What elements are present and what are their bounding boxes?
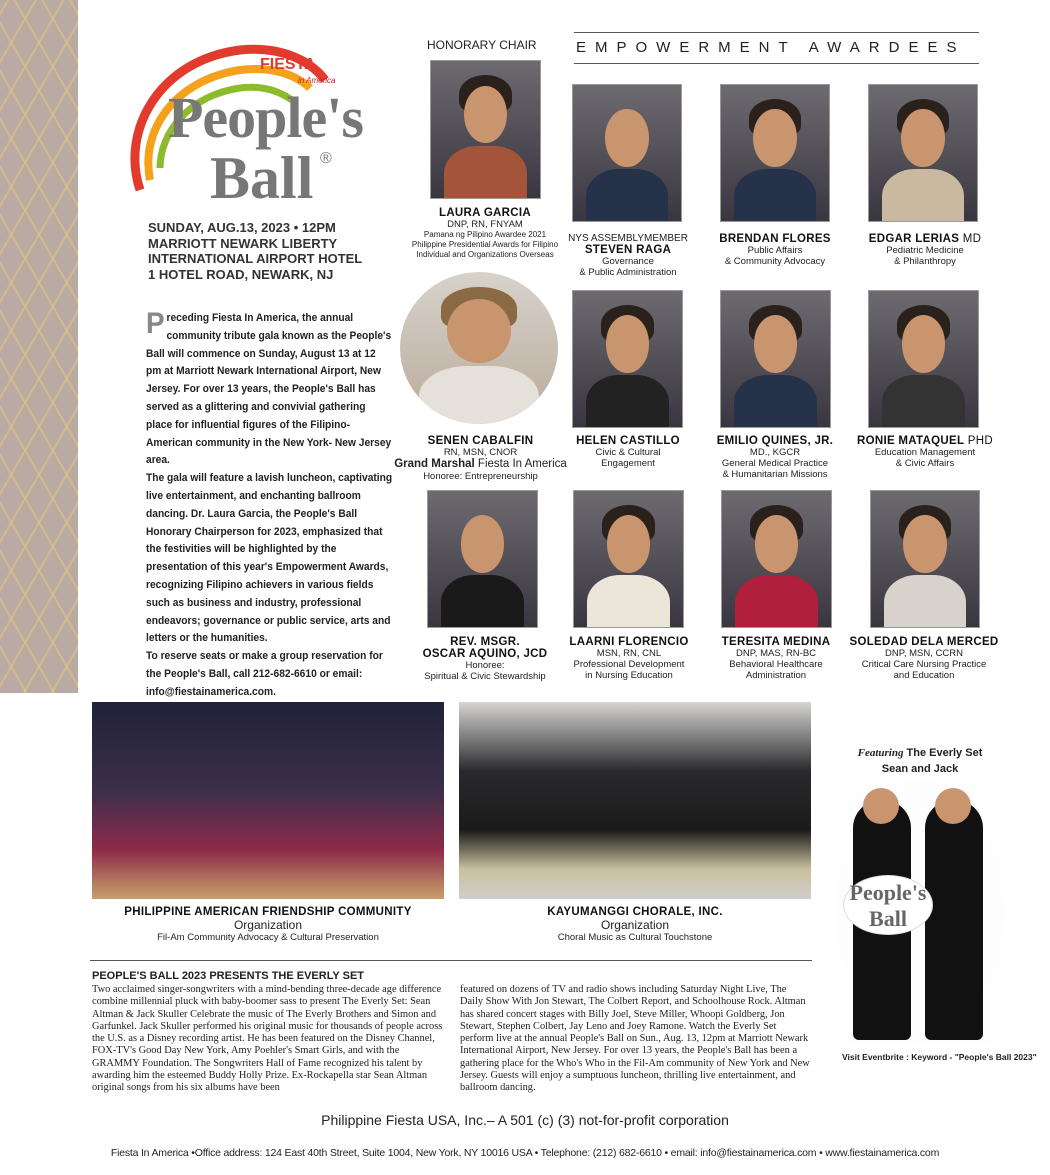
peoples-ball-logo	[120, 40, 380, 215]
photo-edgar-lerias	[868, 84, 978, 222]
caption-helen-castillo: HELEN CASTILLO Civic & Cultural Engagement	[576, 435, 680, 469]
caption-brendan-flores: BRENDAN FLORES Public Affairs & Community Advocacy	[719, 233, 831, 267]
in-america-wordmark: in America	[298, 76, 336, 85]
everly-column-1: Two acclaimed singer-songwriters with a mind-bending three-decade age difference combine millennial pluck with baby-boomer sass to present The Everly Set: Sean Altman & Jack Skuller Celebrate the music of The Everly Brothers and Simon and Garfunkel. Jack Skuller performed his original music for thousands of people across the U.S. as a Disney recording artist. He has been featured on the Disney Channel, FOX-TV's Good Day New York, Amy Poehler's Smart Girls, and with the GRAMMY Foundation. The Songwriters Hall of Fame recognized his talent by awarding him the esteemed Buddy Holly Prize. Ex-Rockapella star Sean Altman original songs from his six albums have been	[92, 984, 443, 1094]
footer-address: Fiesta In America •Office address: 124 East 40th Street, Suite 1004, New York, NY 10016 USA • Telephone: (212) 682-6610 • email: info@fiestainamerica.com • www.fiestainamerica.com	[110, 1147, 940, 1159]
caption-steven-raga: NYS ASSEMBLYMEMBER STEVEN RAGA Governance & Public Administration	[568, 233, 688, 278]
footer-org: Philippine Fiesta USA, Inc.– A 501 (c) (3) not-for-profit corporation	[321, 1112, 729, 1128]
photo-oscar-aquino	[427, 490, 538, 628]
event-address: 1 HOTEL ROAD, NEWARK, NJ	[148, 266, 334, 282]
caption-edgar-lerias: EDGAR LERIAS MD Pediatric Medicine & Philanthropy	[868, 233, 982, 267]
photo-kayumanggi-chorale	[459, 702, 811, 899]
awardees-label: EMPOWERMENT AWARDEES	[576, 39, 966, 56]
fiesta-wordmark: FIESTA	[260, 56, 316, 73]
photo-helen-castillo	[572, 290, 683, 428]
ball-wordmark: Ball	[210, 145, 314, 211]
photo-steven-raga	[572, 84, 682, 222]
caption-teresita-medina: TERESITA MEDINA DNP, MAS, RN-BC Behavioral Healthcare Administration	[721, 636, 831, 681]
photo-laarni-florencio	[573, 490, 684, 628]
caption-oscar-aquino: REV. MSGR. OSCAR AQUINO, JCD Honoree: Spiritual & Civic Stewardship	[422, 636, 548, 682]
intro-text: receding Fiesta In America, the annual community tribute gala known as the People's Ball will commence on Sunday, August 13 at 12 pm at Marriott Newark International Airport, New Jersey. For over 13 years, the People's Ball has served as a glittering and convivial gathering place for influential figures of the Filipino-American community in the New York- New Jersey area. The gala will feature a lavish luncheon, captivating live entertainment, and enchanting ballroom dancing. Dr. Laura Garcia, the People's Ball Honorary Chairperson for 2023, emphasized that the festivities will be highlighted by the presentation of this year's Empowerment Awards, recognizing Filipino achievers in various fields such as business and industry, professional endeavors; governance or public service, arts and letters or the humanities. To reserve seats or make a group reservation for the People's Ball, call 212-682-6610 or email: info@fiestainamerica.com.	[146, 312, 393, 698]
featuring-label: Featuring The Everly Set Sean and Jack	[857, 747, 983, 775]
everly-title: PEOPLE'S BALL 2023 PRESENTS THE EVERLY SET	[92, 970, 364, 982]
mini-logo: People's Ball	[843, 875, 933, 935]
honorary-chair-label: HONORARY CHAIR	[427, 38, 537, 52]
photo-senen-cabalfin	[400, 272, 558, 424]
caption-senen-cabalfin: SENEN CABALFIN RN, MSN, CNOR Grand Marshal Fiesta In America Honoree: Entrepreneurship	[394, 435, 567, 482]
decorative-side-strip	[0, 0, 78, 693]
intro-paragraph	[146, 307, 393, 719]
photo-brendan-flores	[720, 84, 830, 222]
eventbrite-note: Visit Eventbrite : Keyword - "People's Ball 2023"	[842, 1052, 1037, 1062]
caption-ronie-mataquel: RONIE MATAQUEL PHD Education Management & Civic Affairs	[857, 435, 993, 469]
section-rule	[90, 960, 812, 961]
photo-philippine-american-friendship-community	[92, 702, 444, 899]
event-details	[148, 220, 398, 282]
header-rule	[574, 32, 979, 33]
caption-kayumanggi: KAYUMANGGI CHORALE, INC. Organization Choral Music as Cultural Touchstone	[547, 906, 723, 943]
caption-laura-garcia: LAURA GARCIA DNP, RN, FNYAM Pamana ng Pilipino Awardee 2021 Philippine Presidential Awards for Filipino Individual and Organizations Overseas	[411, 207, 559, 259]
photo-everly-set	[833, 780, 1008, 1045]
drop-cap: P	[146, 307, 165, 340]
event-venue-1: MARRIOTT NEWARK LIBERTY	[148, 235, 338, 251]
photo-laura-garcia	[430, 60, 541, 199]
header-rule-bottom	[574, 63, 979, 64]
photo-teresita-medina	[721, 490, 832, 628]
caption-emilio-quines: EMILIO QUINES, JR. MD., KGCR General Medical Practice & Humanitarian Missions	[716, 435, 834, 480]
caption-laarni-florencio: LAARNI FLORENCIO MSN, RN, CNL Professional Development in Nursing Education	[569, 636, 689, 681]
event-venue-2: INTERNATIONAL AIRPORT HOTEL	[148, 251, 363, 266]
peoples-wordmark: People's	[168, 85, 363, 150]
everly-column-2: featured on dozens of TV and radio shows including Saturday Night Live, The Daily Show With Jon Stewart, The Colbert Report, and Schoolhouse Rock. Altman has shared concert stages with Billy Joel, Steve Miller, Whoopi Goldberg, Jon Stewart, Stephen Colbert, Jay Leno and Joey Ramone. Watch the Everly Set perform live at the annual People's Ball on Sun., Aug. 13, 12pm at Marriott Newark International Airport, New Jersey. For over 13 years, the People's Ball has been a gathering place for the Who's Who in the Fil-Am community of New York and New Jersey. Guests will enjoy a sumptuous luncheon, thrilling live entertainment, and ballroom dancing.	[460, 984, 810, 1094]
event-date: SUNDAY, AUG.13, 2023 • 12PM	[148, 220, 336, 235]
photo-emilio-quines	[720, 290, 831, 428]
caption-soledad-dela-merced: SOLEDAD DELA MERCED DNP, MSN, CCRN Critical Care Nursing Practice and Education	[849, 636, 999, 681]
registered-mark: ®	[320, 150, 332, 167]
photo-ronie-mataquel	[868, 290, 979, 428]
caption-pafc: PHILIPPINE AMERICAN FRIENDSHIP COMMUNITY Organization Fil-Am Community Advocacy & Cultural Preservation	[124, 906, 412, 943]
photo-soledad-dela-merced	[870, 490, 980, 628]
